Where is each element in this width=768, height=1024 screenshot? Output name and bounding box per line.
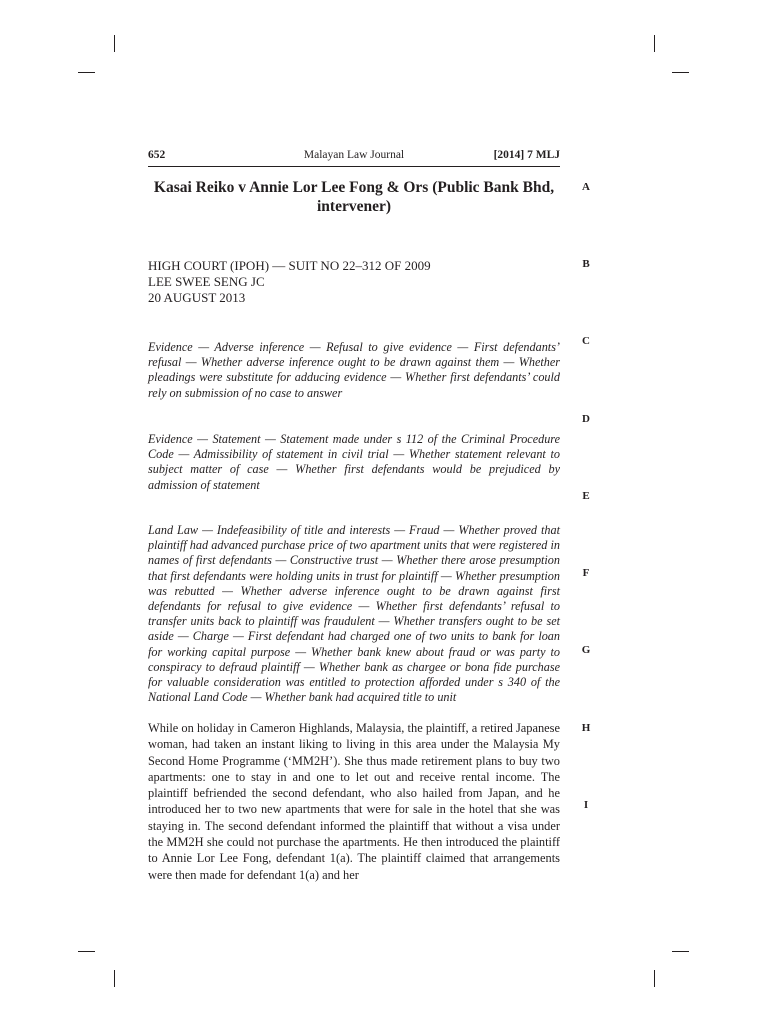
margin-letter-e: E [582, 490, 590, 502]
running-header [148, 149, 560, 165]
crop-mark [114, 970, 115, 987]
judgment-date: 20 AUGUST 2013 [148, 290, 246, 305]
margin-letter-f: F [582, 567, 590, 579]
headnote-paragraph: While on holiday in Cameron Highlands, Malaysia, the plaintiff, a retired Japanese woman, had taken an instant liking to living in this area under the Malaysia My Second Home Programme (‘MM2H’). She thus made retirement plans to buy two apartments: one to stay in and one to let out and receive rental income. The plaintiff befriended the second defendant, who also hailed from Japan, and he introduced her to two new apartments that were for sale in the hotel that she was staying in. The second defendant informed the plaintiff that without a visa under the MM2H she could not purchase the apartments. He then introduced the plaintiff to Annie Lor Lee Fong, defendant 1(a). The plaintiff claimed that arrangements were then made for defendant 1(a) and her [148, 721, 560, 882]
margin-letter-c: C [582, 335, 590, 347]
margin-letter-b: B [582, 258, 590, 270]
margin-letter-g: G [581, 644, 591, 656]
crop-mark [654, 35, 655, 52]
crop-mark [672, 72, 689, 73]
crop-mark [654, 970, 655, 987]
margin-letter-a: A [582, 181, 590, 193]
margin-letter-h: H [581, 722, 591, 734]
catchword-evidence-adverse-inference: Evidence — Adverse inference — Refusal to give evidence — First defendants’ refusal — Whether adverse inference ought to be drawn against them — Whether pleadings were substitute for adducing evidence — Whether first defendants’ could rely on submission of no case to answer [148, 340, 560, 400]
case-title: Kasai Reiko v Annie Lor Lee Fong & Ors (Public Bank Bhd, intervener) [153, 179, 555, 215]
crop-mark [78, 72, 95, 73]
header-rule [148, 166, 560, 167]
crop-mark [672, 951, 689, 952]
court-line: HIGH COURT (IPOH) — SUIT NO 22–312 OF 2009 [148, 258, 431, 273]
journal-citation: [2014] 7 MLJ [493, 149, 560, 161]
margin-letter-d: D [582, 413, 590, 425]
crop-mark [78, 951, 95, 952]
journal-name: Malayan Law Journal [303, 149, 405, 161]
court-details [148, 258, 560, 306]
page-number: 652 [148, 149, 166, 161]
judge-name: LEE SWEE SENG JC [148, 274, 265, 289]
crop-mark [114, 35, 115, 52]
catchword-land-law: Land Law — Indefeasibility of title and interests — Fraud — Whether proved that plaintiff had advanced purchase price of two apartment units that were registered in names of first defendants — Constructive trust — Whether there arose presumption that first defendants were holding units in trust for plaintiff — Whether presumption was rebutted — Whether adverse inference ought to be drawn against first defendants for refusal to give evidence — Whether first defendants’ refusal to transfer units back to plaintiff was fraudulent — Whether transfers ought to be set aside — Charge — First defendant had charged one of two units to bank for loan for working capital purpose — Whether bank knew about fraud or was party to conspiracy to defraud plaintiff — Whether bank as chargee or bona fide purchase for valuable consideration was entitled to protection afforded under s 340 of the National Land Code — Whether bank had acquired title to unit [148, 523, 560, 705]
catchword-evidence-statement: Evidence — Statement — Statement made under s 112 of the Criminal Procedure Code — Admissibility of statement in civil trial — Whether statement relevant to subject matter of case — Whether first defendants would be prejudiced by admission of statement [148, 432, 560, 492]
margin-letter-i: I [583, 799, 589, 811]
